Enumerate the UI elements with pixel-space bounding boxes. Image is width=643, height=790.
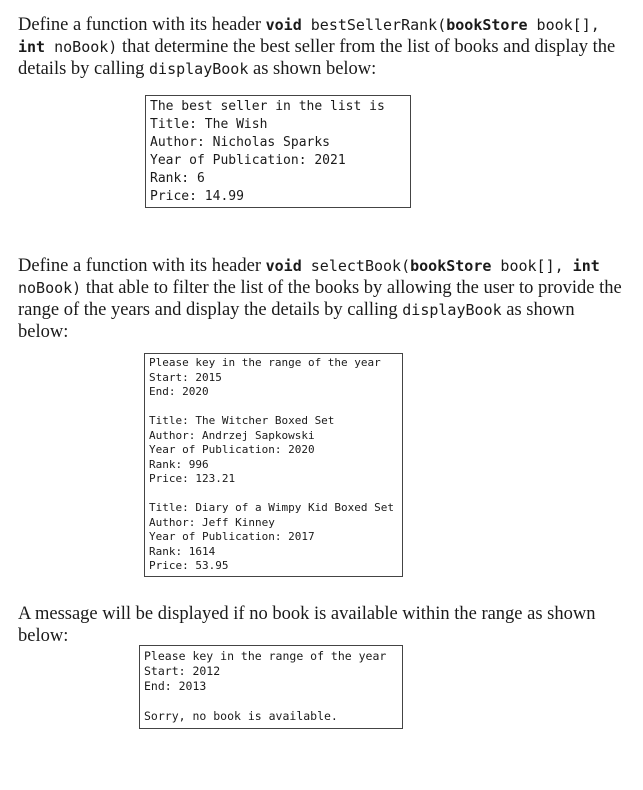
console-line: The best seller in the list is — [150, 99, 385, 114]
console-line: Rank: 996 — [149, 457, 209, 471]
console-line: Price: 123.21 — [149, 472, 236, 485]
code-param: noBook) — [45, 38, 118, 56]
code-function-name: bestSellerRank( — [301, 16, 447, 34]
code-param: noBook) — [18, 279, 82, 297]
code-function-ref: displayBook — [402, 301, 502, 319]
console-output-best-seller — [145, 95, 411, 208]
console-line: Author: Nicholas Sparks — [150, 135, 331, 150]
console-line — [149, 487, 398, 502]
console-line: Author: Andrzej Sapkowski — [149, 428, 315, 442]
console-line: Year of Publication: 2017 — [149, 530, 315, 543]
paragraph-select-book — [18, 255, 622, 343]
console-output-select-book — [144, 353, 403, 577]
console-line: Start: 2012 — [144, 664, 221, 678]
console-line: Please key in the range of the year — [149, 356, 381, 369]
code-function-ref: displayBook — [149, 60, 249, 78]
code-function-name: selectBook( — [301, 257, 411, 275]
console-line: Author: Jeff Kinney — [149, 515, 275, 529]
console-output-no-book — [139, 645, 403, 729]
code-keyword: void — [265, 16, 302, 34]
console-line: Price: 14.99 — [150, 189, 244, 204]
console-line: Rank: 1614 — [149, 544, 216, 558]
console-line: Start: 2015 — [149, 370, 222, 384]
paragraph-no-book-message — [18, 603, 622, 647]
paragraph-best-seller — [18, 14, 622, 80]
text: Define a function with its header — [18, 15, 266, 35]
text: A message will be displayed if no book is available within the range as shown below: — [18, 604, 596, 646]
code-keyword: int — [572, 257, 600, 275]
code-keyword: int — [18, 38, 46, 56]
console-line: Title: Diary of a Wimpy Kid Boxed Set — [149, 501, 395, 514]
text: as shown below: — [18, 300, 575, 342]
console-line: Rank: 6 — [150, 171, 205, 186]
text: that determine the best seller from the list of books and display the details by calling — [18, 37, 616, 79]
code-type: bookStore — [446, 16, 528, 34]
console-line: End: 2020 — [149, 385, 209, 398]
console-line — [144, 694, 398, 709]
console-line: Price: 53.95 — [149, 559, 229, 572]
console-line: Year of Publication: 2021 — [150, 153, 346, 168]
code-param: book[], — [491, 257, 573, 275]
console-line: Please key in the range of the year — [144, 649, 387, 663]
code-type: bookStore — [410, 257, 492, 275]
console-line: Sorry, no book is available. — [144, 709, 338, 723]
console-line: Title: The Wish — [150, 117, 268, 132]
console-line: Title: The Witcher Boxed Set — [149, 414, 335, 427]
console-line — [149, 400, 398, 415]
code-keyword: void — [265, 257, 302, 275]
console-line: Year of Publication: 2020 — [149, 443, 315, 456]
text: that able to filter the list of the books by allowing the user to provide the range of the years and display the details by calling — [18, 278, 622, 320]
console-line: End: 2013 — [144, 679, 207, 693]
text: Define a function with its header — [18, 256, 266, 276]
code-param: book[], — [527, 16, 600, 34]
text: as shown below: — [248, 59, 377, 79]
